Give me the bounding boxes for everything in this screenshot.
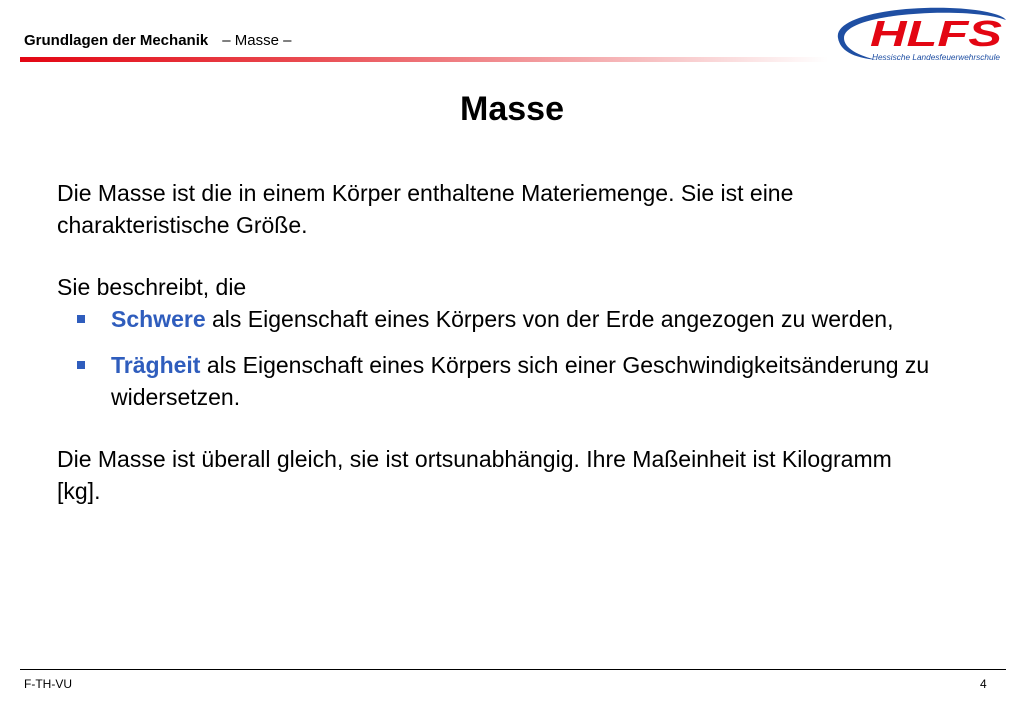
hlfs-logo <box>830 4 1010 64</box>
logo-wordmark: HLFS <box>870 13 1002 54</box>
square-bullet-icon <box>77 315 85 323</box>
list-item <box>57 303 937 335</box>
header-title <box>24 32 291 49</box>
bullet-text: als Eigenschaft eines Körpers sich einer Geschwindigkeitsänderung zu widersetzen. <box>111 352 930 410</box>
slide-content <box>57 177 937 507</box>
describes-paragraph: Sie beschreibt, die <box>57 274 247 300</box>
intro-paragraph: Die Masse ist die in einem Körper enthaltene Materiemenge. Sie ist eine charakteristische Größe. <box>57 180 794 238</box>
page-number: 4 <box>980 677 987 691</box>
footer-divider <box>20 669 1006 670</box>
section-subtitle: – Masse – <box>222 32 292 49</box>
bullet-term: Schwere <box>111 306 206 332</box>
bullet-list <box>57 303 937 413</box>
course-title: Grundlagen der Mechanik <box>24 32 209 49</box>
square-bullet-icon <box>77 361 85 369</box>
bullet-term: Trägheit <box>111 352 201 378</box>
list-item <box>57 349 937 413</box>
logo-subtext: Hessische Landesfeuerwehrschule <box>872 53 1001 62</box>
header-gradient-bar <box>20 57 828 62</box>
unit-paragraph: Die Masse ist überall gleich, sie ist ortsunabhängig. Ihre Maßeinheit ist Kilogramm [kg]. <box>57 446 892 504</box>
footer-code: F-TH-VU <box>24 677 72 691</box>
page-title: Masse <box>460 90 564 128</box>
bullet-text: als Eigenschaft eines Körpers von der Erde angezogen zu werden, <box>205 306 894 332</box>
